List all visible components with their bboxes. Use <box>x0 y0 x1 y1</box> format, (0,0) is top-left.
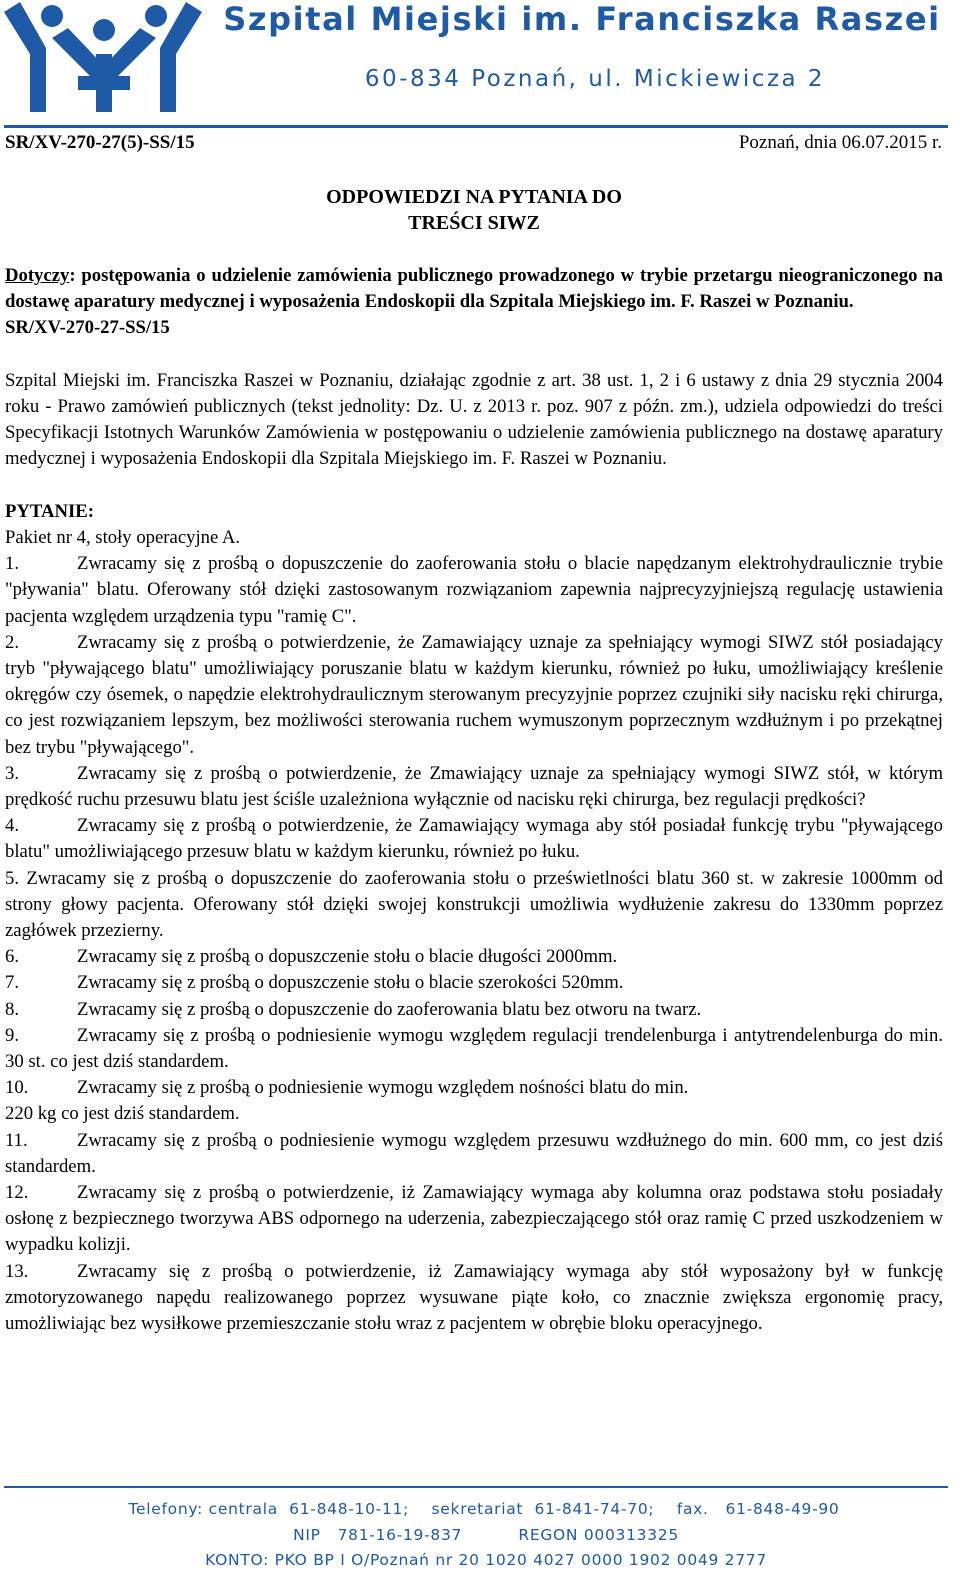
question-item: 4. Zwracamy się z prośbą o potwierdzenie, że Zamawiający wymaga aby stół posiadał funkcję trybu "pływającego blatu" umożliwiającego przesuw blatu w każdym kierunku, również po łuku. <box>5 815 943 863</box>
question-item: 8. Zwracamy się z prośbą o dopuszczenie do zaoferowania blatu bez otworu na twarz. <box>5 998 702 1020</box>
question-item: 13. Zwracamy się z prośbą o potwierdzenie, iż Zamawiający wymaga aby stół wyposażony był w funkcję zmotoryzowanego napędu realizowanego poprzez wysuwane piąte koło, co znacznie zwiększa ergonomię pracy, umożliwiając bez wysiłkowe przemieszczanie stołu wraz z pacjentem w obrębie bloku operacyjnego. <box>5 1260 943 1335</box>
subject-reference: SR/XV-270-27-SS/15 <box>5 317 170 339</box>
footer-divider <box>4 1486 948 1488</box>
footer-tax-ids: NIP 781-16-19-837 REGON 000313325 <box>293 1526 679 1544</box>
question-item-continuation: 220 kg co jest dziś standardem. <box>5 1103 240 1125</box>
footer-phones: Telefony: centrala 61-848-10-11; sekretariat 61-841-74-70; fax. 61-848-49-90 <box>128 1500 840 1518</box>
question-item: 11. Zwracamy się z prośbą o podniesienie wymogu względem przesuwu wzdłużnego do min. 600 mm, co jest dziś standardem. <box>5 1129 943 1177</box>
question-item: 9. Zwracamy się z prośbą o podniesienie wymogu względem regulacji trendelenburga i antytrendelenburga do min. 30 st. co jest dziś standardem. <box>5 1024 943 1073</box>
question-item: 2. Zwracamy się z prośbą o potwierdzenie, że Zamawiający uznaje za spełniający wymogi SIWZ stół posiadający tryb "pływającego blatu" umożliwiający poruszanie blatu w każdym kierunku, również po łuku, umożliwiający kreślenie okręgów czy ósemek, o napędzie elektrohydraulicznym sterowanym precyzyjnie poprzez czujniki siły nacisku ręki chirurga, co jest rozwiązaniem lepszym, bez możliwości sterowania ruchem wymuszonym poprzecznym wzdłużnym i po przekątnej bez trybu "pływającego". <box>5 631 943 758</box>
question-item: 6. Zwracamy się z prośbą o dopuszczenie stołu o blacie długości 2000mm. <box>5 946 618 968</box>
question-item: 10. Zwracamy się z prośbą o podniesienie wymogu względem nośności blatu do min. <box>5 1077 689 1099</box>
title-line-1: ODPOWIEDZI NA PYTANIA DO <box>326 186 622 208</box>
document-body <box>5 263 943 1337</box>
question-item: 12. Zwracamy się z prośbą o potwierdzenie, iż Zamawiający wymaga aby kolumna oraz podstawa stołu posiadały osłonę z bezpiecznego tworzywa ABS odpornego na uderzenia, zabezpieczającego stół oraz ramię C przed uszkodzeniem w wypadku kolizji. <box>5 1182 943 1256</box>
header-divider <box>4 125 948 128</box>
hospital-name: Szpital Miejski im. Franciszka Raszei <box>223 0 941 38</box>
document-title <box>260 184 688 236</box>
question-item: 1. Zwracamy się z prośbą o dopuszczenie do zaoferowania stołu o blacie napędzanym elektrohydraulicznie trybie "pływania" blatu. Oferowany stół dzięki zastosowanym rozwiązaniom zapewnia najprecyzyjniejszą regulację ustawienia pacjenta względem urządzenia typu "ramię C". <box>5 553 943 627</box>
subject-paragraph <box>5 263 943 315</box>
question-item: 3. Zwracamy się z prośbą o potwierdzenie, że Zmawiający uznaje za spełniający wymogi SIWZ stół, w którym prędkość ruchu przesuwu blatu jest ściśle uzależniona wyłącznie od nacisku ręki chirurga, bez regulacji prędkości? <box>5 762 943 811</box>
question-heading: PYTANIE: <box>5 500 94 522</box>
document-date: Poznań, dnia 06.07.2015 r. <box>738 132 942 153</box>
question-item: 5. Zwracamy się z prośbą o dopuszczenie do zaoferowania stołu o prześwietlności blatu 360 st. w zakresie 1000mm od strony głowy pacjenta. Oferowany stół dzięki swojej konstrukcji umożliwia wydłużenie zakresu do 1330mm poprzez zagłówek przezierny. <box>5 867 943 942</box>
question-item: 7. Zwracamy się z prośbą o dopuszczenie stołu o blacie szerokości 520mm. <box>5 972 624 994</box>
intro-paragraph: Szpital Miejski im. Franciszka Raszei w Poznaniu, działając zgodnie z art. 38 ust. 1, 2 i 6 ustawy z dnia 29 stycznia 2004 roku - Prawo zamówień publicznych (tekst jednolity: Dz. U. z 2013 r. poz. 907 z późn. zm.), udziela odpowiedzi do treści Specyfikacji Istotnych Warunków Zamówienia w postępowaniu o udzielenie zamówienia publicznego na dostawę aparatury medycznej i wyposażenia Endoskopii dla Szpitala Miejskiego im. F. Raszei w Poznaniu. <box>5 369 943 470</box>
hospital-address: 60-834 Poznań, ul. Mickiewicza 2 <box>364 66 826 92</box>
hospital-logo-icon <box>4 2 202 114</box>
subject-label: Dotyczy <box>5 265 70 286</box>
reference-number: SR/XV-270-27(5)-SS/15 <box>5 132 195 153</box>
title-line-2: TREŚCI SIWZ <box>408 212 540 234</box>
question-package: Pakiet nr 4, stoły operacyjne A. <box>5 527 241 548</box>
footer-bank-account: KONTO: PKO BP I O/Poznań nr 20 1020 4027 0000 1902 0049 2777 <box>205 1551 767 1569</box>
subject-text: : postępowania o udzielenie zamówienia publicznego prowadzonego w trybie przetargu nieograniczonego na dostawę aparatury medycznej i wyposażenia Endoskopii dla Szpitala Miejskiego im. F. Raszei w Poznaniu. <box>5 265 943 313</box>
